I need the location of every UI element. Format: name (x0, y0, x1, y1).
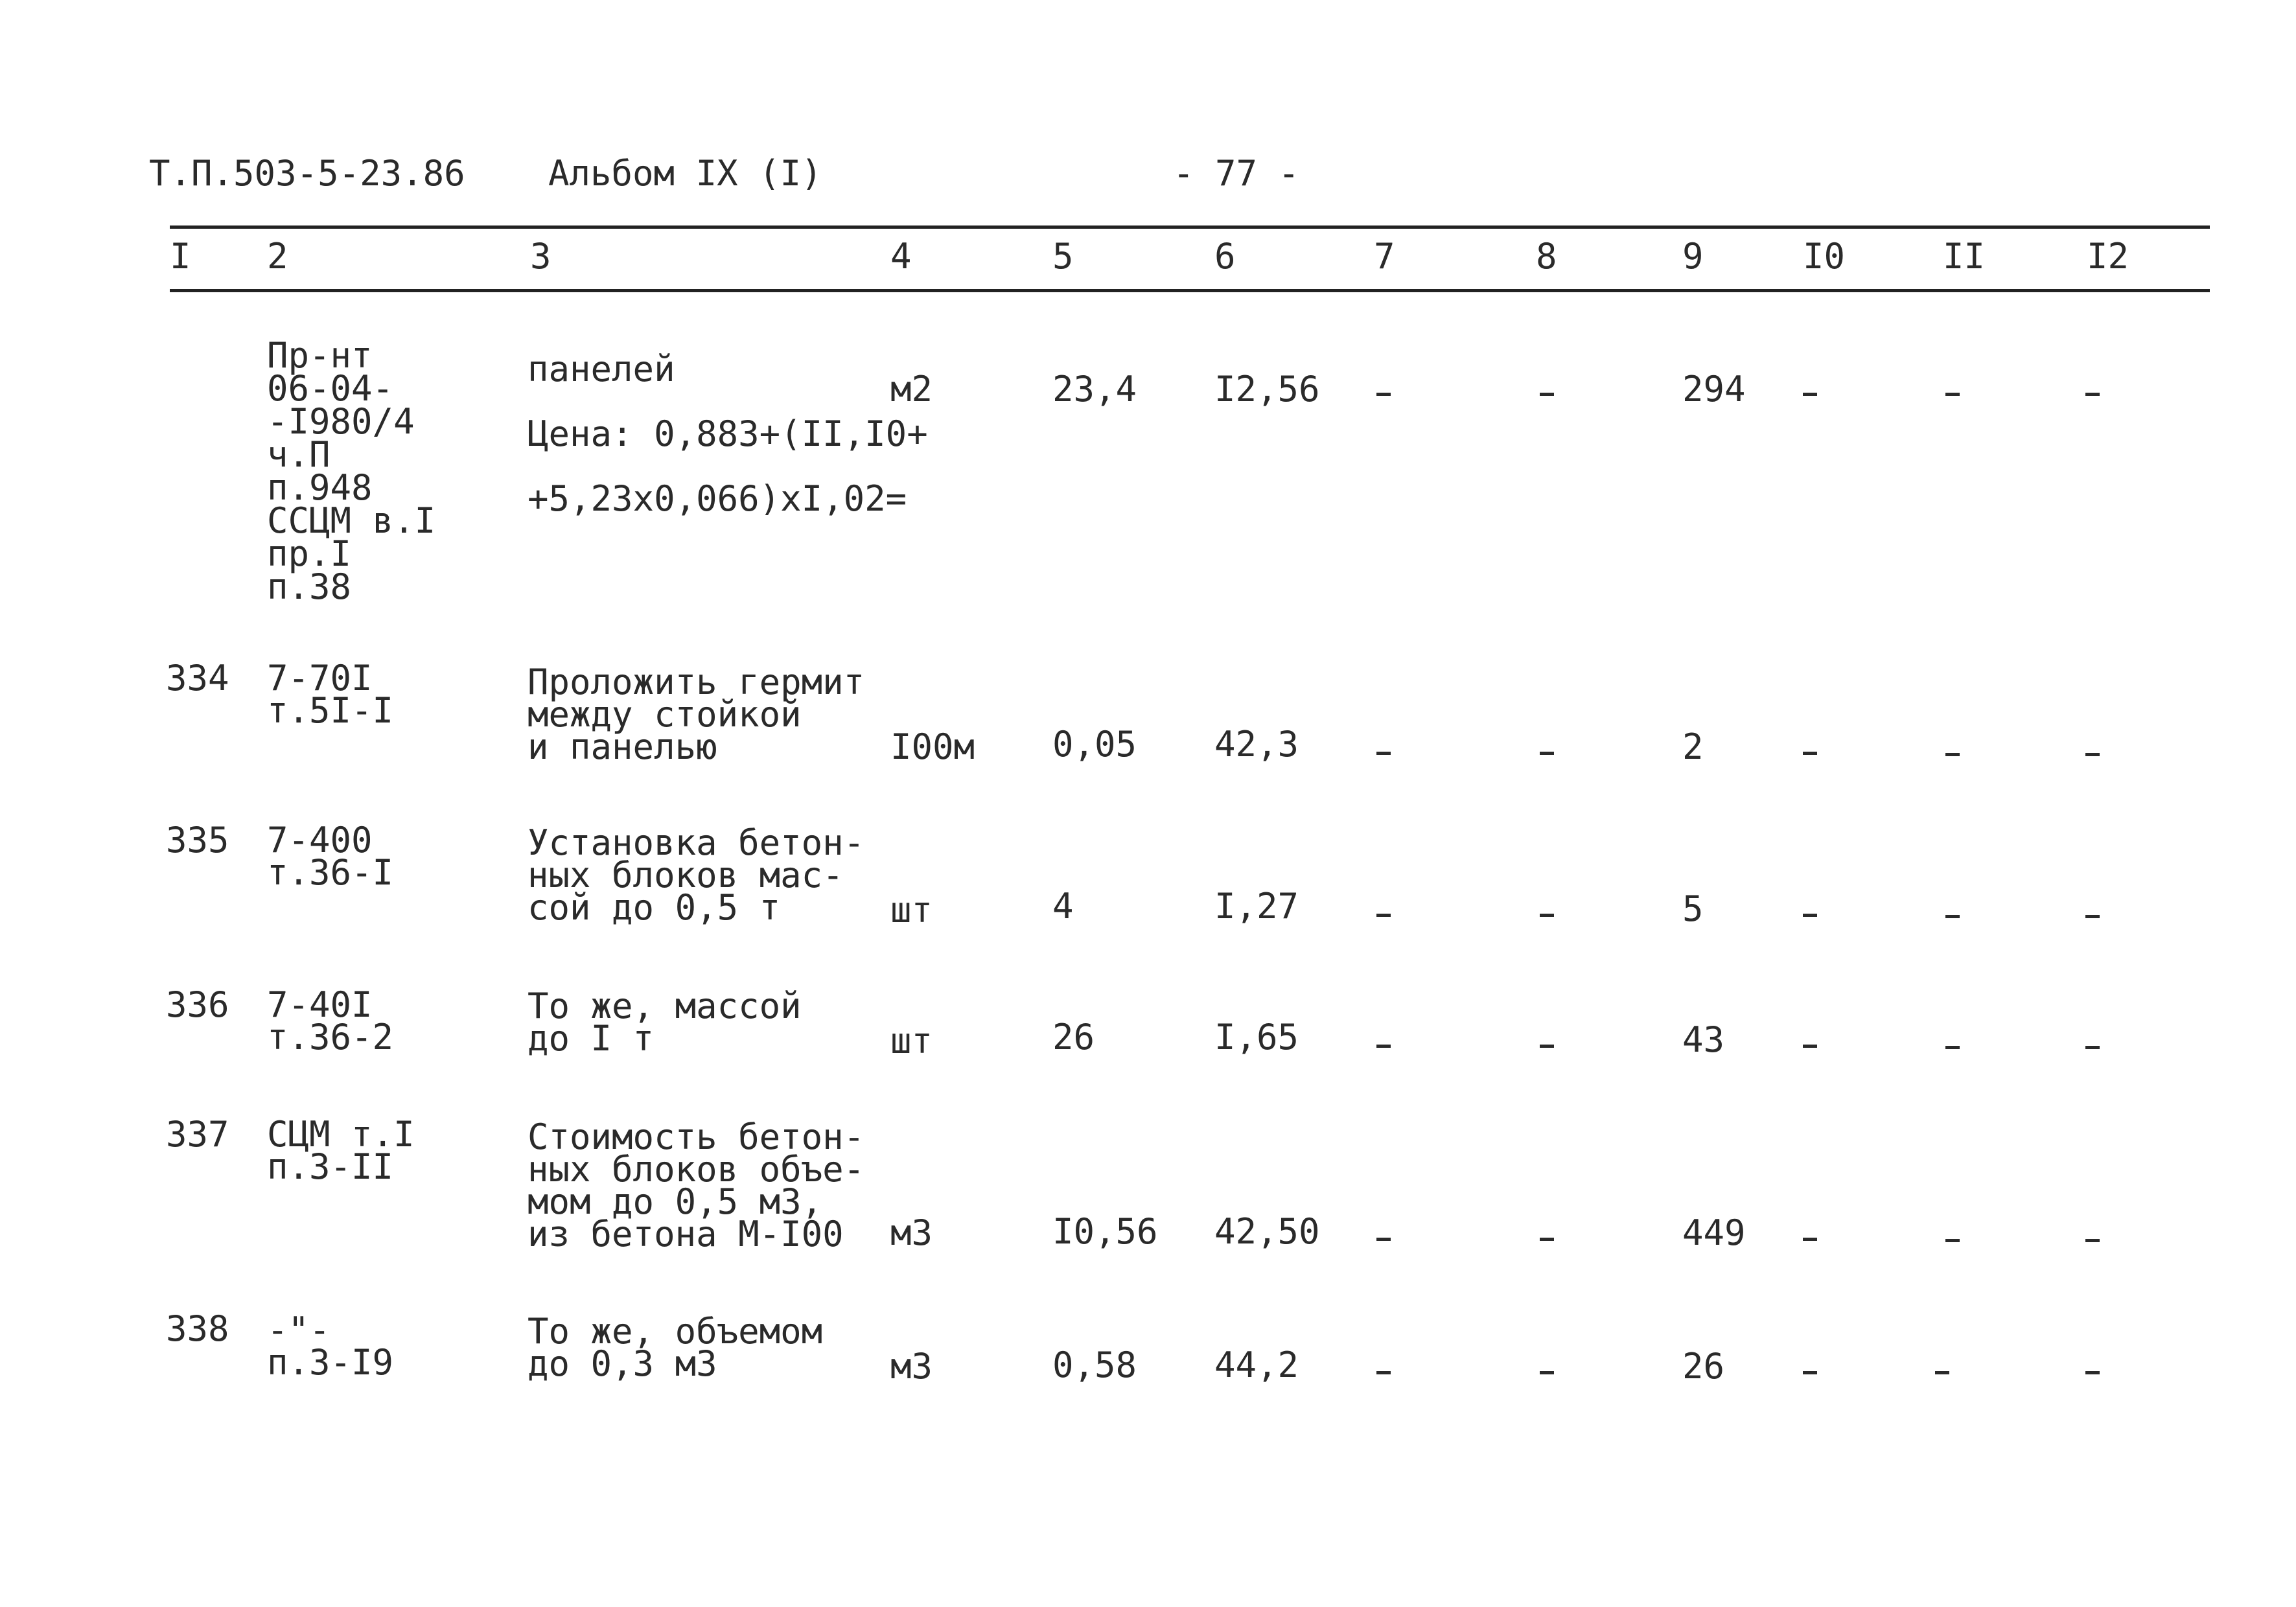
unit-cell: м3 (890, 1212, 933, 1253)
code-cell: СЦМ т.I п.3-II (267, 1114, 415, 1187)
dash-column-8 (1540, 752, 1554, 755)
dash-column-8 (1540, 914, 1554, 917)
code-cell: -"- п.3-I9 (267, 1310, 394, 1383)
dash-column-7 (1376, 1238, 1391, 1241)
unit-cell: шт (890, 890, 933, 931)
row-number-cell: 335 (166, 820, 229, 861)
column-number: 8 (1536, 236, 1557, 277)
code-cell: Пр-нт 06-04- -I980/4 ч.П п.948 ССЦМ в.I пр.I п.38 (267, 335, 436, 607)
document-code: Т.П.503-5-23.86 (149, 153, 465, 194)
total-cell: 5 (1682, 888, 1704, 929)
total-cell: 26 (1682, 1346, 1725, 1387)
description-cell: Установка бетон- ных блоков мас- сой до 0,5 т (528, 822, 865, 928)
dash-column-10 (1803, 1238, 1817, 1241)
dash-column-8 (1540, 1045, 1554, 1048)
dash-column-10 (1803, 914, 1817, 917)
row-number-cell: 338 (166, 1308, 229, 1349)
dash-column-12 (2085, 1239, 2100, 1242)
dash-column-7 (1376, 1045, 1391, 1048)
total-cell: 2 (1682, 726, 1704, 767)
quantity-cell: 26 (1052, 1017, 1095, 1058)
dash-column-12 (2085, 393, 2100, 396)
dash-column-11 (1945, 753, 1960, 756)
row-number-cell: 336 (166, 984, 229, 1025)
dash-column-8 (1540, 393, 1554, 396)
quantity-cell: 4 (1052, 886, 1074, 927)
price-cell: 44,2 (1214, 1345, 1299, 1385)
dash-column-11 (1945, 1239, 1960, 1242)
row-number-cell: 337 (166, 1114, 229, 1155)
dash-column-7 (1376, 752, 1391, 755)
description-cell: Стоимость бетон- ных блоков объе- мом до 0,5 м3, из бетона М-I00 (528, 1116, 865, 1254)
table-top-rule (170, 225, 2210, 229)
dash-column-11 (1945, 915, 1960, 918)
description-cell: Проложить гермит между стойкой и панелью (528, 662, 865, 767)
album-title: Альбом IX (I) (548, 153, 822, 194)
column-number: 7 (1374, 236, 1395, 277)
code-cell: 7-70I т.5I-I (267, 658, 394, 731)
quantity-cell: I0,56 (1052, 1211, 1158, 1252)
quantity-cell: 0,05 (1052, 724, 1137, 765)
description-cell: То же, объемом до 0,3 м3 (528, 1311, 823, 1384)
dash-column-12 (2085, 1046, 2100, 1049)
column-number: 6 (1214, 236, 1236, 277)
dash-column-12 (2085, 1371, 2100, 1374)
dash-column-7 (1376, 914, 1391, 917)
code-cell: 7-400 т.36-I (267, 820, 394, 893)
dash-column-7 (1376, 1371, 1391, 1374)
column-number: I2 (2087, 236, 2129, 277)
price-cell: 42,50 (1214, 1211, 1320, 1252)
quantity-cell: 0,58 (1052, 1345, 1137, 1385)
dash-column-10 (1803, 1045, 1817, 1048)
code-cell: 7-40I т.36-2 (267, 984, 394, 1058)
dash-column-11 (1935, 1371, 1949, 1374)
column-number: 9 (1682, 236, 1704, 277)
total-cell: 294 (1682, 369, 1746, 410)
page-number: - 77 - (1173, 153, 1300, 194)
dash-column-10 (1803, 1371, 1817, 1374)
unit-cell: м3 (890, 1346, 933, 1387)
column-number: 3 (530, 236, 551, 277)
total-cell: 449 (1682, 1212, 1746, 1253)
column-number: 2 (267, 236, 288, 277)
dash-column-8 (1540, 1238, 1554, 1241)
quantity-cell: 23,4 (1052, 369, 1137, 410)
dash-column-12 (2085, 753, 2100, 756)
price-cell: I,27 (1214, 886, 1299, 927)
dash-column-8 (1540, 1371, 1554, 1374)
unit-cell: м2 (890, 369, 933, 410)
table-header-bottom-rule (170, 289, 2210, 292)
description-cell: То же, массой до I т (528, 986, 802, 1059)
column-number: I0 (1803, 236, 1846, 277)
price-cell: 42,3 (1214, 724, 1299, 765)
column-number: I (170, 236, 191, 277)
dash-column-10 (1803, 393, 1817, 396)
dash-column-10 (1803, 752, 1817, 755)
unit-cell: I00м (890, 726, 975, 767)
dash-column-11 (1945, 393, 1960, 396)
column-number: 4 (890, 236, 912, 277)
unit-cell: шт (890, 1021, 933, 1061)
column-number: II (1943, 236, 1986, 277)
price-cell: I,65 (1214, 1017, 1299, 1058)
dash-column-7 (1376, 393, 1391, 396)
total-cell: 43 (1682, 1019, 1725, 1060)
dash-column-11 (1945, 1046, 1960, 1049)
column-number: 5 (1052, 236, 1074, 277)
price-cell: I2,56 (1214, 369, 1320, 410)
row-number-cell: 334 (166, 658, 229, 699)
dash-column-12 (2085, 915, 2100, 918)
description-cell: панелей Цена: 0,883+(II,I0+ +5,23х0,066)хI,02= (528, 349, 928, 519)
